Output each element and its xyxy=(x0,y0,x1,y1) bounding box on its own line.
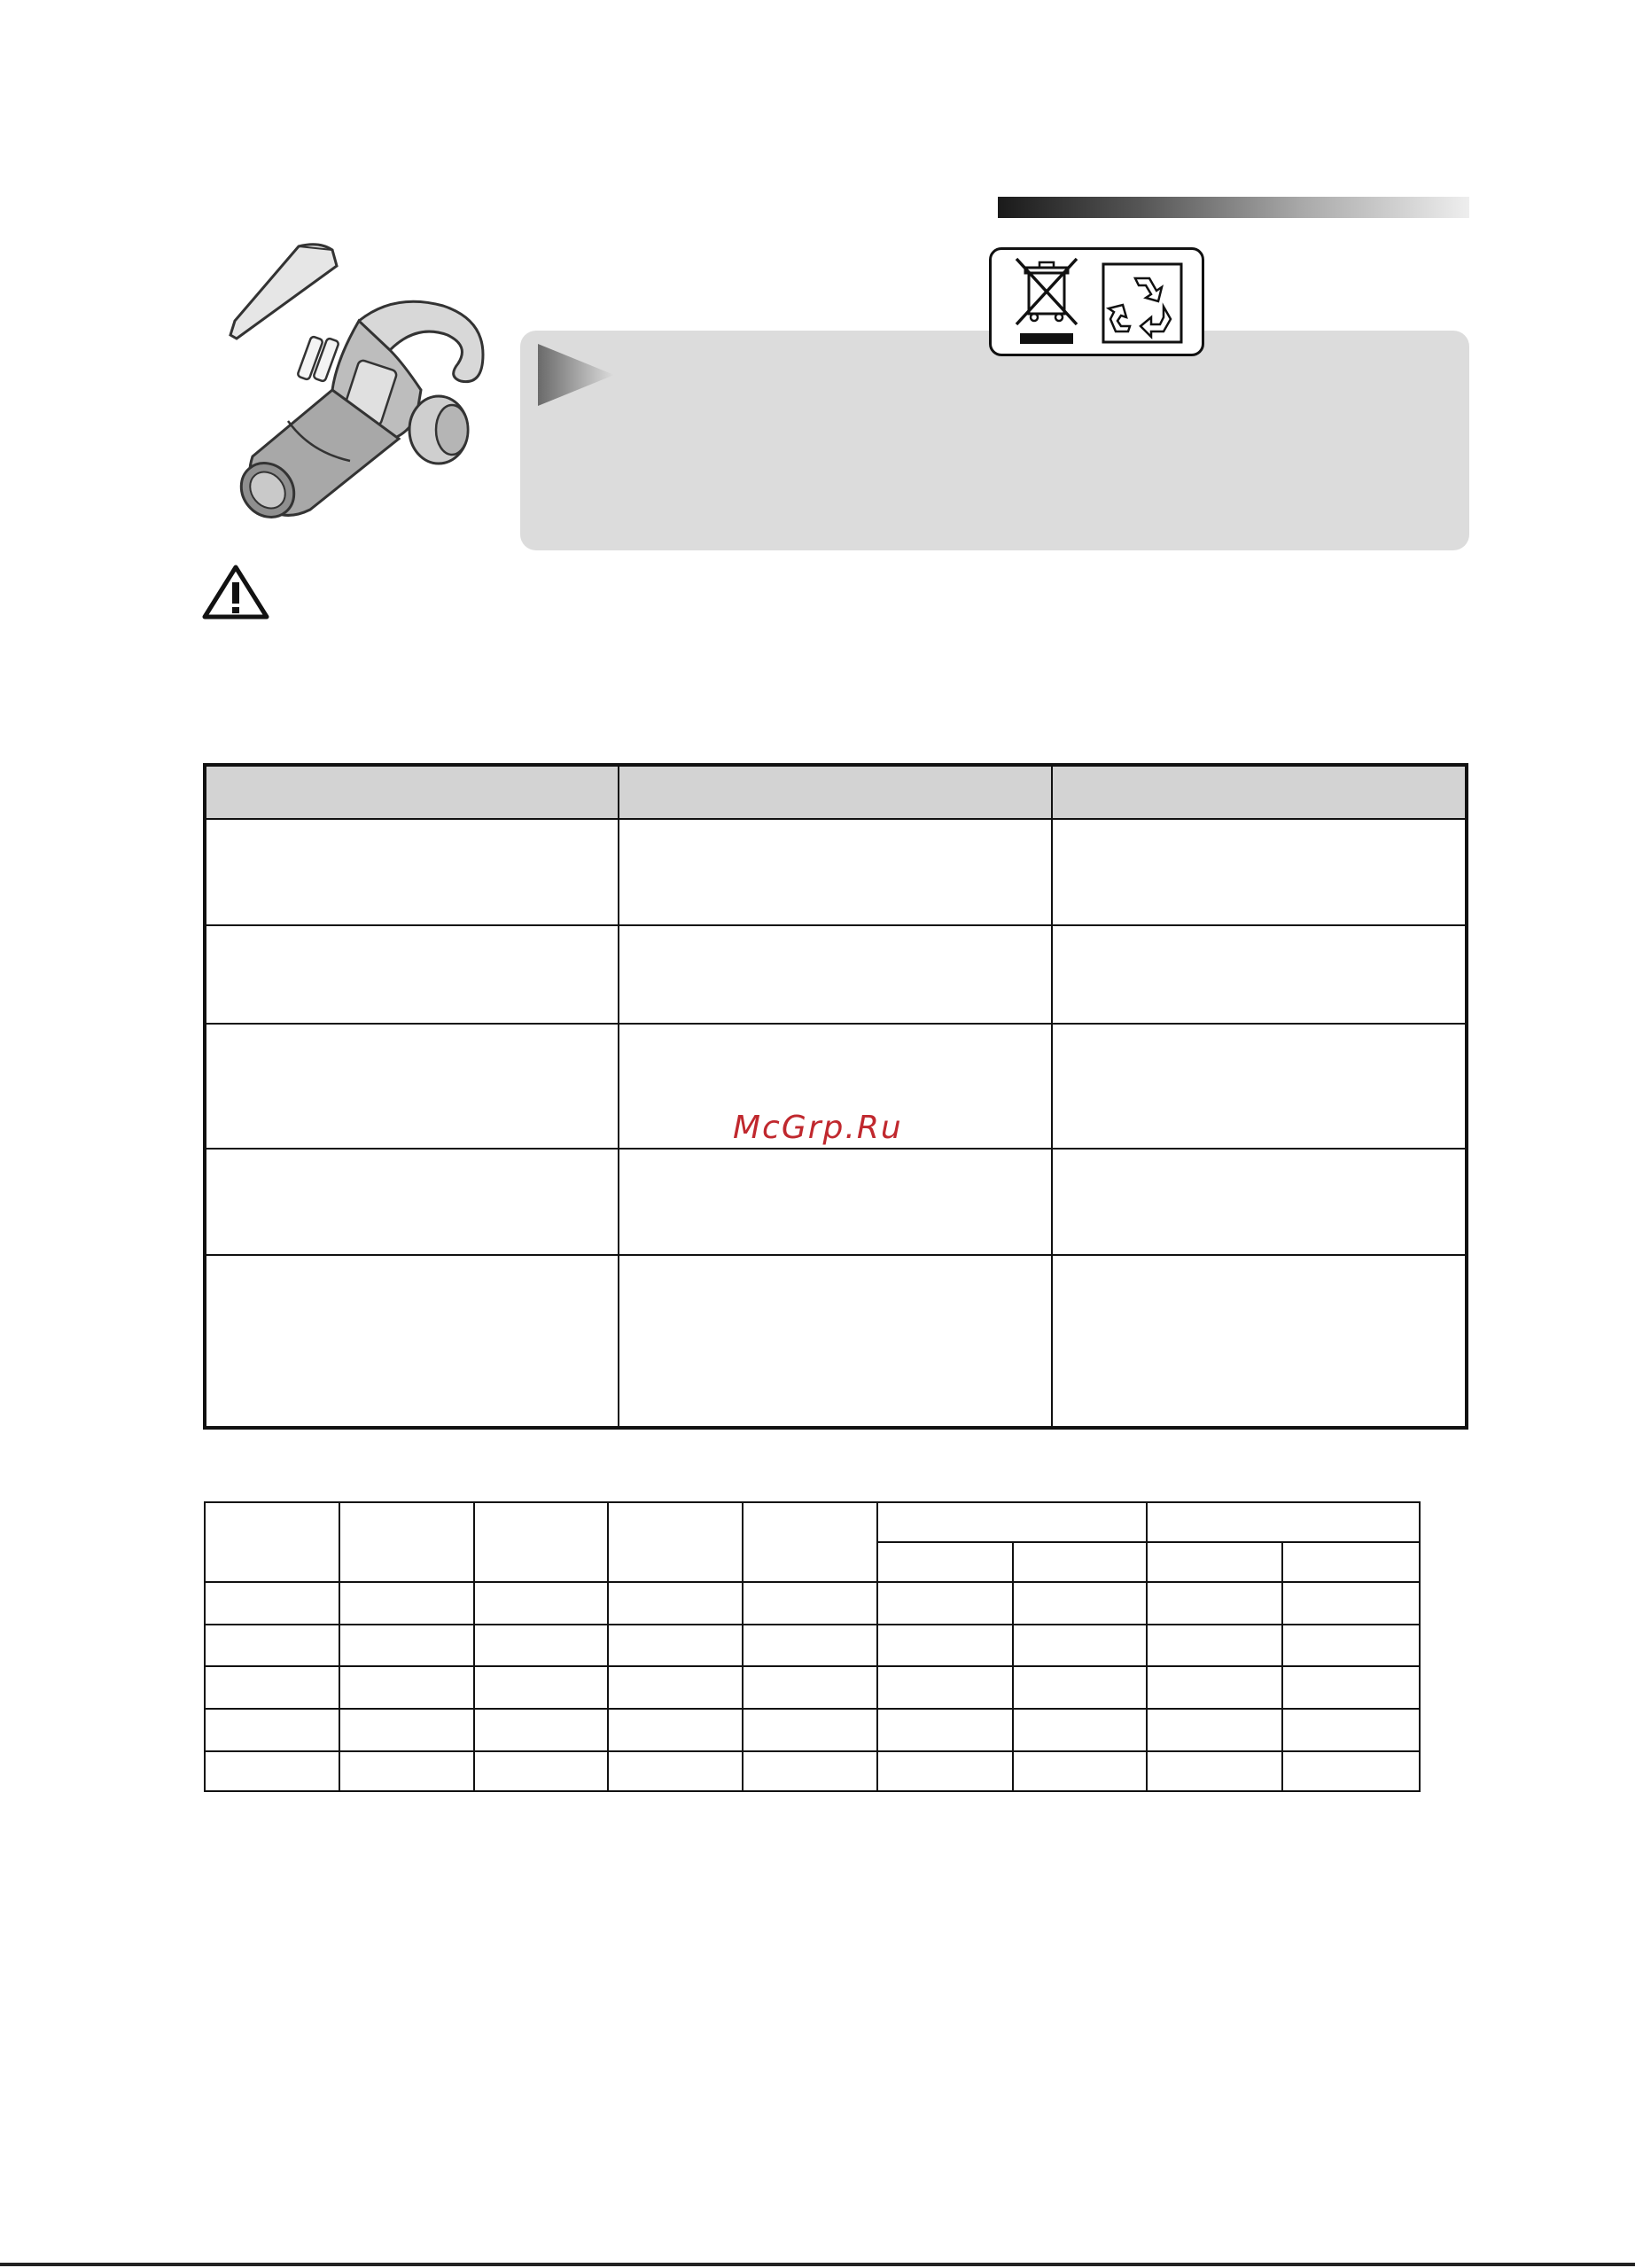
spec-cell xyxy=(474,1709,609,1751)
spec-cell xyxy=(608,1625,743,1666)
table-cell xyxy=(619,925,1053,1024)
spec-cell xyxy=(339,1625,474,1666)
table-cell xyxy=(1052,1255,1467,1428)
spec-group-header-cell xyxy=(1147,1502,1420,1542)
play-arrow-icon xyxy=(538,344,614,406)
spec-header-cell xyxy=(608,1502,743,1582)
spec-subheader-cell xyxy=(1282,1542,1420,1582)
spec-cell xyxy=(1282,1666,1420,1709)
spec-row xyxy=(205,1751,1420,1791)
table-header-row xyxy=(205,765,1467,819)
spec-cell xyxy=(1147,1666,1282,1709)
spec-subheader-cell xyxy=(1147,1542,1282,1582)
spec-cell xyxy=(1013,1666,1148,1709)
table-row xyxy=(205,1149,1467,1255)
spec-cell xyxy=(1147,1582,1282,1625)
table-cell xyxy=(205,1255,619,1428)
spec-cell xyxy=(877,1582,1013,1625)
table-header-cell xyxy=(619,765,1053,819)
spec-cell xyxy=(339,1582,474,1625)
spec-cell xyxy=(743,1751,877,1791)
spec-header-cell xyxy=(205,1502,339,1582)
spec-cell xyxy=(743,1625,877,1666)
header-gradient-bar xyxy=(998,197,1469,218)
spec-group-header-cell xyxy=(877,1502,1148,1542)
spec-cell xyxy=(1013,1709,1148,1751)
spec-cell xyxy=(1013,1625,1148,1666)
table-cell xyxy=(205,819,619,925)
spec-cell xyxy=(1282,1709,1420,1751)
spec-cell xyxy=(339,1751,474,1791)
spec-cell xyxy=(1013,1582,1148,1625)
page-bottom-rule xyxy=(0,2263,1635,2266)
spec-subheader-cell xyxy=(877,1542,1013,1582)
watermark-text: McGrp.Ru xyxy=(733,1110,903,1146)
spec-cell xyxy=(474,1751,609,1791)
table-row xyxy=(205,1255,1467,1428)
warning-triangle-icon xyxy=(202,565,269,620)
table-cell xyxy=(619,819,1053,925)
spec-cell xyxy=(743,1709,877,1751)
spec-cell xyxy=(608,1751,743,1791)
recycle-icon xyxy=(1102,262,1183,344)
spec-cell xyxy=(877,1751,1013,1791)
spec-cell xyxy=(608,1709,743,1751)
spec-cell xyxy=(1282,1582,1420,1625)
specifications-table xyxy=(204,1501,1421,1792)
table-cell xyxy=(1052,1024,1467,1149)
spec-cell xyxy=(877,1625,1013,1666)
table-row xyxy=(205,819,1467,925)
table-cell xyxy=(205,1024,619,1149)
spec-cell xyxy=(1282,1751,1420,1791)
table-cell xyxy=(619,1255,1053,1428)
spec-cell xyxy=(205,1709,339,1751)
spec-cell xyxy=(339,1666,474,1709)
spec-header-cell xyxy=(339,1502,474,1582)
spec-cell xyxy=(743,1582,877,1625)
spec-row xyxy=(205,1582,1420,1625)
crossed-bin-icon xyxy=(1011,257,1082,346)
table-cell xyxy=(1052,819,1467,925)
spec-header-cell xyxy=(743,1502,877,1582)
spec-row xyxy=(205,1709,1420,1751)
spec-cell xyxy=(1282,1625,1420,1666)
spec-cell xyxy=(1147,1625,1282,1666)
spec-cell xyxy=(205,1582,339,1625)
table-cell xyxy=(205,1149,619,1255)
spec-row xyxy=(205,1666,1420,1709)
spec-cell xyxy=(474,1625,609,1666)
spec-cell xyxy=(608,1582,743,1625)
table-row xyxy=(205,925,1467,1024)
table-header-cell xyxy=(205,765,619,819)
spec-cell xyxy=(877,1709,1013,1751)
disposal-symbols-box xyxy=(989,247,1204,356)
spec-cell xyxy=(205,1625,339,1666)
spec-cell xyxy=(1147,1709,1282,1751)
spec-cell xyxy=(1147,1751,1282,1791)
spec-cell xyxy=(474,1666,609,1709)
spec-cell xyxy=(1013,1751,1148,1791)
spec-cell xyxy=(205,1666,339,1709)
spec-row xyxy=(205,1625,1420,1666)
spec-cell xyxy=(205,1751,339,1791)
table-cell xyxy=(205,925,619,1024)
troubleshooting-table xyxy=(203,763,1468,1430)
spec-cell xyxy=(608,1666,743,1709)
spec-header-cell xyxy=(474,1502,609,1582)
spec-cell xyxy=(877,1666,1013,1709)
table-cell xyxy=(1052,925,1467,1024)
info-box xyxy=(520,331,1469,550)
table-cell xyxy=(619,1149,1053,1255)
spec-header-row xyxy=(205,1502,1420,1542)
spec-subheader-cell xyxy=(1013,1542,1148,1582)
spec-cell xyxy=(743,1666,877,1709)
spec-cell xyxy=(474,1582,609,1625)
table-header-cell xyxy=(1052,765,1467,819)
spec-cell xyxy=(339,1709,474,1751)
vacuum-handle-battery-icon xyxy=(226,239,510,549)
table-cell xyxy=(1052,1149,1467,1255)
